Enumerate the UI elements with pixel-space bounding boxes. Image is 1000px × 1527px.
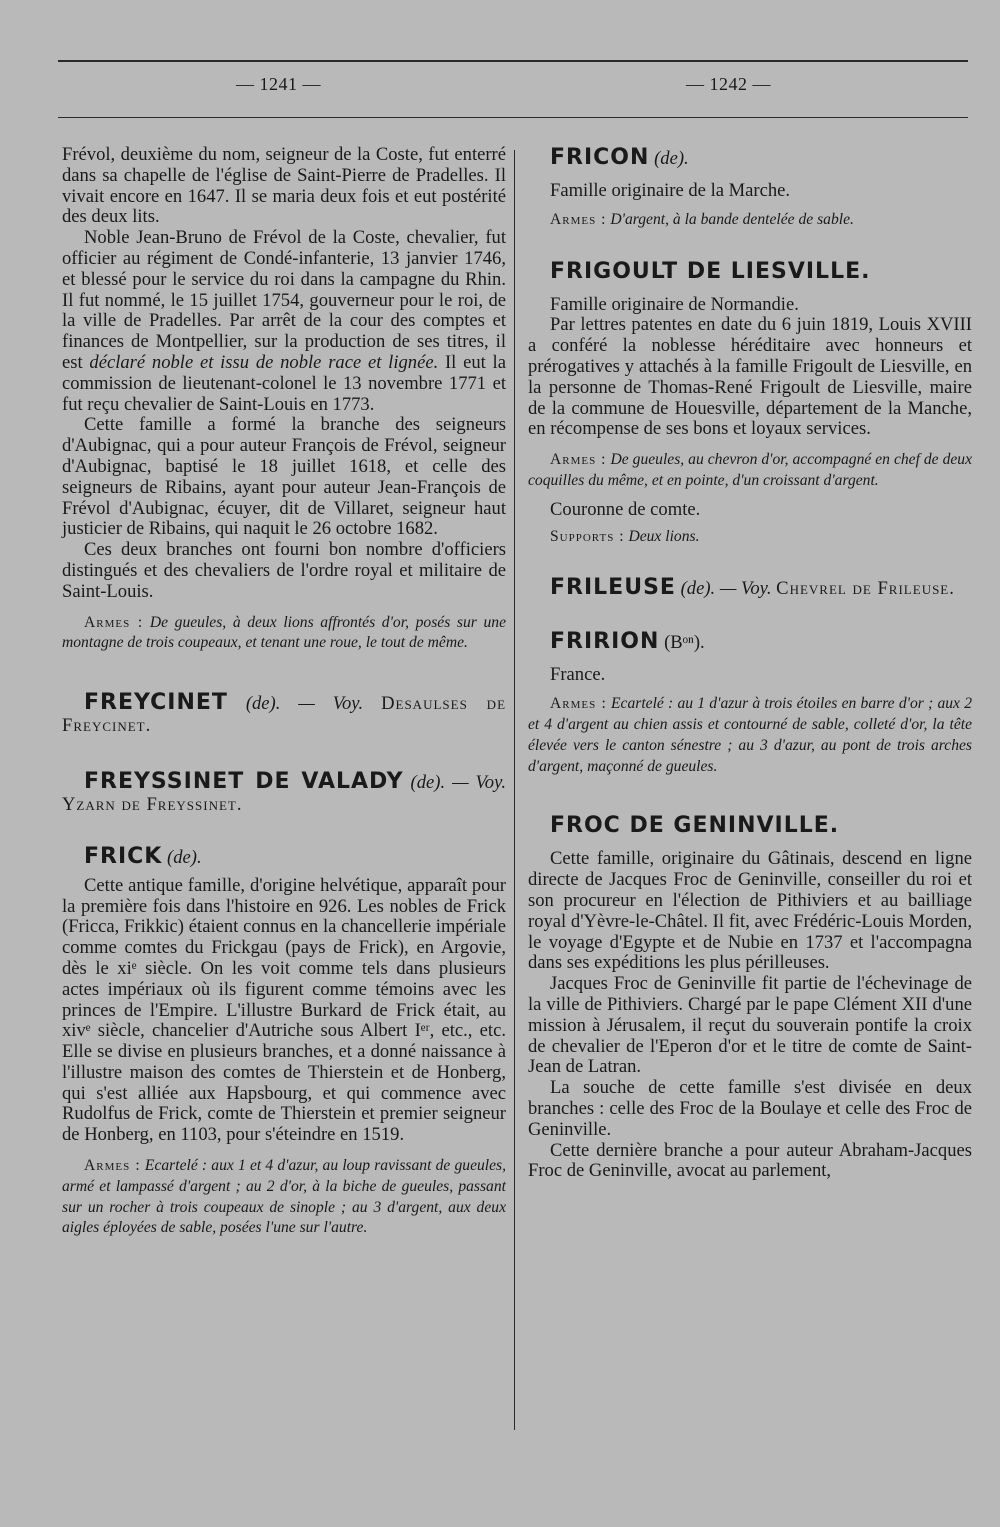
voy-label: — Voy. (719, 578, 772, 600)
entry-title: FRILEUSE (550, 575, 676, 601)
paragraph: Cette famille, originaire du Gâtinais, descend en ligne directe de Jacques Froc de Geninville, conseiller du roi et son procureur en l'élection de Pithiviers et au bailliage royal d'Yèvre-le-Châtel. Il fit, avec Frédéric-Louis Morden, le voyage d'Egypte et de Nubie en 1737 et l'accompagna dans ses expéditions les plus périlleuses. (528, 848, 972, 974)
entry-title: FRIGOULT DE LIESVILLE. (550, 258, 871, 284)
entry-particle: (de). (410, 771, 446, 793)
entry-froc-heading (528, 813, 972, 839)
armes-text: De gueules, à deux lions affrontés d'or, posés sur une montagne de trois coupeaux, et tenant une roue, le tout de même. (62, 613, 506, 652)
voy-label: — Voy. (452, 771, 506, 793)
entry-frileuse (528, 575, 972, 601)
entry-title: FRICK (84, 843, 163, 869)
right-column (528, 145, 972, 1182)
armes-blazon (528, 210, 972, 231)
armes-text: De gueules, au chevron d'or, accompagné en chef de deux coquilles du même, et en pointe, d'un croissant d'argent. (528, 451, 973, 489)
entry-frigoult-heading (528, 259, 972, 285)
armes-label: Armes : (550, 451, 607, 469)
armes-text: D'argent, à la bande dentelée de sable. (610, 210, 854, 228)
top-rule (58, 60, 968, 62)
supports-label: Supports : (550, 527, 625, 545)
entry-fririon-heading (528, 629, 972, 655)
armes-label: Armes : (84, 613, 144, 631)
entry-title: FREYCINET (84, 690, 228, 716)
paragraph: Famille originaire de la Marche. (550, 180, 791, 201)
column-divider (514, 150, 515, 1430)
cross-reference: Yzarn de Freyssinet. (62, 793, 243, 815)
header-rule (58, 117, 968, 118)
paragraph: Couronne de comte. (550, 498, 701, 520)
paragraph: La souche de cette famille s'est divisée en deux branches : celle des Froc de la Boulaye et celle des Froc de Geninville. (528, 1077, 972, 1140)
entry-freyssinet (62, 769, 506, 816)
armes-label: Armes : (550, 210, 607, 228)
entry-particle: (de). (680, 578, 716, 600)
paragraph-text: Noble Jean-Bruno de Frévol de la Coste, chevalier, fut officier au régiment de Condé-infanterie, 13 janvier 1746, et blessé pour le service du roi dans la campagne du Rhin. Il fut nommé, le 15 juillet 1754, gouverneur pour le roi, de la ville de Pradelles. Par arrêt de la cour des comptes et finances de Montpellier, sur la production de ses titres, il est (62, 227, 506, 373)
voy-label: — Voy. (298, 693, 364, 715)
armes-text: Ecartelé : aux 1 et 4 d'azur, au loup ravissant de gueules, armé et lampassé d'argent ; au 2 d'or, à la biche de gueules, passant sur un rocher à trois coupeaux de sinople ; au 3 d'argent, aux deux aigles éployées de sable, posées l'une sur l'autre. (62, 1157, 507, 1237)
left-page-number: — 1241 — (236, 74, 321, 94)
paragraph: Frévol, deuxième du nom, seigneur de la Coste, fut enterré dans sa chapelle de l'église de Saint-Pierre de Pradelles. Il vivait encore en 1647. Il se maria deux fois et eut postérité des deux lits. (62, 144, 506, 228)
supports-text: Deux lions. (628, 527, 700, 545)
paragraph: Cette famille a formé la branche des seigneurs d'Aubignac, qui a pour auteur François de Frévol, seigneur d'Aubignac, baptisé le 18 juillet 1618, et celle des seigneurs de Ribains, ayant pour auteur Jean-François de Frévol d'Aubignac, écuyer, dit de Villaret, seigneur haut justicier de Ribains, qui naquit le 26 octobre 1682. (62, 414, 506, 540)
entry-title: FRICON (550, 145, 650, 170)
entry-frick-heading (62, 844, 506, 870)
paragraph: Famille originaire de Normandie. (550, 293, 799, 315)
paragraph-italic: déclaré noble et issu de noble race et lignée. (89, 351, 439, 373)
entry-fricon-heading (528, 145, 972, 171)
armes-text: Ecartelé : au 1 d'azur à trois étoiles en barre d'or ; aux 2 et 4 d'argent au chien assis et contourné de sable, colleté d'or, la tête élevée vers le canton sénestre ; au 3 d'azur, au pont de trois arches d'argent, maçonné de gueules. (528, 695, 973, 775)
armes-blazon (62, 613, 506, 655)
entry-particle: (de). (654, 148, 689, 169)
entry-title: FROC DE GENINVILLE. (550, 813, 840, 839)
entry-title: FREYSSINET DE VALADY (84, 768, 404, 794)
armes-blazon (528, 450, 972, 492)
armes-label: Armes : (550, 695, 607, 713)
right-page-number: — 1242 — (686, 74, 771, 94)
entry-title: FRIRION (550, 629, 660, 655)
paragraph: France. (550, 664, 606, 686)
cross-reference: Desaulses de Freycinet. (62, 693, 507, 737)
armes-blazon (528, 694, 972, 777)
cross-reference: Chevrel de Frileuse. (776, 578, 955, 600)
armes-label: Armes : (84, 1157, 141, 1175)
paragraph: Cette antique famille, d'origine helvétique, apparaît pour la première fois dans l'histoire en 926. Les nobles de Frick (Fricca, Frikkic) étaient connus en la chancellerie impériale comme comtes du Frickgau (pays de Frick), en Argovie, dès le xiᵉ siècle. On les voit comme tels dans plusieurs actes impériaux où ils figurent comme témoins avec les princes de l'Empire. L'illustre Burkard de Frick était, au xivᵉ siècle, chancelier d'Autriche sous Albert Iᵉʳ, etc., etc. Elle se divise en plusieurs branches, et a donné naissance à l'illustre maison des comtes de Thierstein et de Honberg, qui s'est alliée aux Hapsbourg, et qui commence avec Rudolfus de Frick, comte de Thierstein et premier seigneur de Honberg, en 1103, pour s'éteindre en 1519. (62, 874, 506, 1146)
armes-blazon (62, 1156, 506, 1239)
paragraph: Jacques Froc de Geninville fit partie de l'échevinage de la ville de Pithiviers. Chargé par le pape Clément XII d'une mission à Jérusalem, il reçut du souverain pontife la croix de chevalier de l'Eperon d'or et le titre de comte de Saint-Jean de Latran. (528, 973, 972, 1078)
paragraph-text: Il eut la commission de lieutenant-colonel le 13 novembre 1771 et fut reçu chevalier de Saint-Louis en 1773. (62, 351, 506, 415)
entry-freycinet (62, 690, 506, 737)
paragraph: Cette dernière branche a pour auteur Abraham-Jacques Froc de Geninville, avocat au parlement, (528, 1139, 972, 1182)
paragraph: Ces deux branches ont fourni bon nombre d'officiers distingués et des chevaliers de l'ordre royal et militaire de Saint-Louis. (62, 539, 506, 602)
supports (528, 527, 972, 548)
left-column (62, 145, 506, 1239)
paragraph (62, 228, 506, 415)
entry-particle: (de). (167, 846, 202, 868)
entry-title-suffix: (Bᵒⁿ). (664, 632, 705, 654)
entry-particle: (de). (245, 693, 281, 715)
paragraph: Par lettres patentes en date du 6 juin 1819, Louis XVIII a conféré la noblesse héréditaire avec honneurs et prérogatives y attachés à la famille Frigoult de Liesville, en la personne de Thomas-René Frigoult de Liesville, maire de la commune de Houesville, département de la Manche, en récompense de ses bons et loyaux services. (528, 314, 972, 440)
